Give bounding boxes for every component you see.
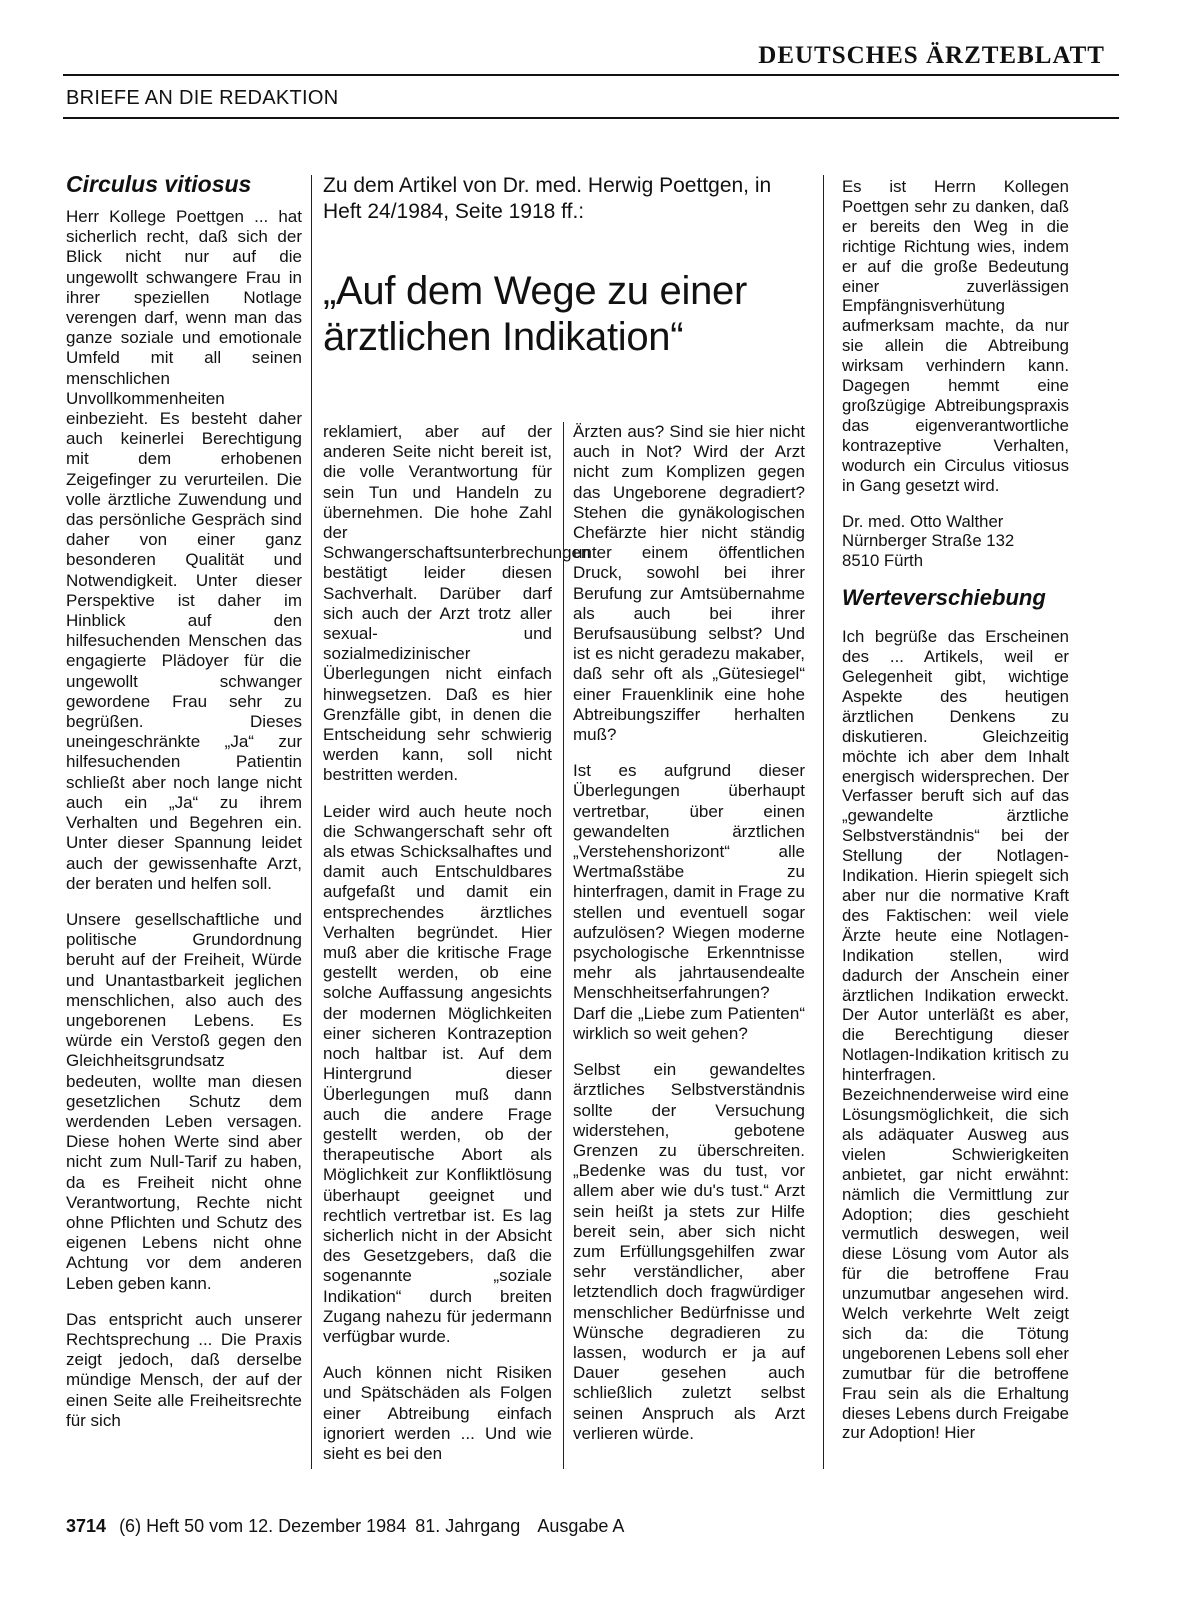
- paragraph: Ärzten aus? Sind sie hier nicht auch in Not? Wird der Arzt nicht zum Komplizen gegen das Ungeborene degradiert? Stehen die gynäkologischen Chefärzte hier nicht ständig unter einem öffentlichen Druck, sowohl bei ihrer Berufung zur Amtsübernahme als auch bei ihrer Berufsausübung selbst? Und ist es nicht geradezu makaber, daß sehr oft als „Gütesiegel“ einer Frauenklinik eine hohe Abtreibungsziffer herhalten muß?: [573, 422, 805, 745]
- paragraph: Das entspricht auch unserer Rechtsprechung ... Die Praxis zeigt jedoch, daß derselbe mündige Mensch, der auf der einen Seite alle Freiheitsrechte für sich: [66, 1309, 302, 1430]
- column-divider: [823, 175, 824, 1469]
- column-2: [323, 422, 591, 1464]
- masthead: DEUTSCHES ÄRZTEBLATT: [758, 42, 1105, 69]
- issue-info: (6) Heft 50 vom 12. Dezember 1984: [119, 1516, 407, 1536]
- edition-info: Ausgabe A: [537, 1516, 625, 1536]
- column-3: [573, 422, 805, 1444]
- paragraph: Leider wird auch heute noch die Schwangerschaft sehr oft als etwas Schicksalhaftes und damit auch Entschuldbares aufgefaßt und damit ein entsprechendes ärztliches Verhalten begründet. Hier muß aber die kritische Frage gestellt werden, ob eine solche Auffassung angesichts der modernen Möglichkeiten einer sicheren Kontrazeption noch haltbar ist. Auf dem Hintergrund dieser Überlegungen muß dann auch die andere Frage gestellt werden, ob der therapeutische Abort als Möglichkeit zur Konfliktlösung überhaupt geeignet und rechtlich vertretbar ist. Es lag sicherlich nicht in der Absicht des Gesetzgebers, daß die sogenannte „soziale Indikation“ durch breiten Zugang nahezu für jedermann verfügbar wurde.: [323, 801, 552, 1346]
- letter1-heading: Circulus vitiosus: [66, 171, 252, 197]
- article-reference: Zu dem Artikel von Dr. med. Herwig Poettgen, in Heft 24/1984, Seite 1918 ff.:: [323, 174, 772, 223]
- paragraph: Auch können nicht Risiken und Spätschäden als Folgen einer Abtreibung einfach ignoriert werden ... Und wie sieht es bei den: [323, 1363, 552, 1463]
- signature-city: 8510 Fürth: [842, 551, 924, 571]
- section-rule: [63, 117, 1119, 119]
- paragraph: Ist es aufgrund dieser Überlegungen überhaupt vertretbar, über einen gewandelten ärztlichen „Verstehenshorizont“ alle Wertmaßstäbe zu hinterfragen, damit in Frage zu stellen und eventuell sogar aufzulösen? Wiegen moderne psychologische Erkenntnisse mehr als jahrtausendealte Menschheitserfahrungen? Darf die „Liebe zum Patienten“ wirklich so weit gehen?: [573, 761, 805, 1043]
- signature-street: Nürnberger Straße 132: [842, 531, 1015, 551]
- letter2-heading: Werteverschiebung: [842, 585, 1046, 611]
- paragraph: Es ist Herrn Kollegen Poettgen sehr zu danken, daß er bereits den Weg in die richtige Richtung wies, indem er auf die große Bedeutung einer zuverlässigen Empfängnisverhütung aufmerksam machte, da nur sie allein die Abtreibung wirksam verhindern kann. Dagegen hemmt eine großzügige Abtreibungspraxis das eigenverantwortliche kontrazeptive Verhalten, wodurch ein Circulus vitiosus in Gang gesetzt wird.: [842, 177, 1069, 495]
- volume-info: 81. Jahrgang: [415, 1516, 521, 1536]
- column-1: [66, 207, 302, 1431]
- signature: [842, 512, 1069, 572]
- paragraph: Unsere gesellschaftliche und politische Grundordnung beruht auf der Freiheit, Würde und Unantastbarkeit jeglichen menschlichen, also auch des ungeborenen Lebens. Es würde ein Verstoß gegen den Gleichheitsgrundsatz bedeuten, wollte man diesen gesetzlichen Schutz dem werdenden Leben versagen. Diese hohen Werte sind aber nicht zum Null-Tarif zu haben, da es Freiheit nicht ohne Verantwortung, Rechte nicht ohne Pflichten und Schutz des eigenen Lebens nicht ohne Achtung vor dem anderen Leben geben kann.: [66, 909, 302, 1293]
- paragraph: Selbst ein gewandeltes ärztliches Selbstverständnis sollte der Versuchung widerstehen, gebotene Grenzen zu überschreiten. „Bedenke was du tust, vor allem aber wie du's tust.“ Arzt sein heißt ja stets zur Hilfe bereit sein, aber sich nicht zum Erfüllungsgehilfen zwar sehr verständlicher, aber letztendlich doch fragwürdiger menschlicher Bedürfnisse und Wünsche degradieren zu lassen, wodurch er ja auf Dauer gesehen auch schließlich zuletzt selbst seinen Anspruch als Arzt verlieren würde.: [573, 1060, 805, 1443]
- paragraph: Ich begrüße das Erscheinen des ... Artikels, weil er Gelegenheit gibt, wichtige Aspekte des heutigen ärztlichen Denkens zu diskutieren. Gleichzeitig möchte ich aber dem Inhalt energisch widersprechen. Der Verfasser beruft sich auf das „gewandelte ärztliche Selbstverständnis“ bei der Stellung der Notlagen-Indikation. Hierin spiegelt sich aber nur die normative Kraft des Faktischen: weil viele Ärzte heute eine Notlagen-Indikation stellen, wird dadurch der Anschein einer ärztlichen Indikation erweckt. Der Autor unterläßt es aber, die Berechtigung dieser Notlagen-Indikation kritisch zu hinterfragen. Bezeichnenderweise wird eine Lösungsmöglichkeit, die sich als adäquater Ausweg aus vielen Schwierigkeiten anbietet, gar nicht erwähnt: nämlich die Vermittlung zur Adoption; dies geschieht vermutlich deswegen, weil diese Lösung vom Autor als für die betroffene Frau unzumutbar angesehen wird. Welch verkehrte Welt zeigt sich da: die Tötung ungeborenen Lebens soll eher zumutbar für die betroffene Frau sein als die Erhaltung dieses Lebens durch Freigabe zur Adoption! Hier: [842, 627, 1069, 1443]
- page-footer: [66, 1516, 628, 1537]
- column-divider: [311, 175, 312, 1469]
- article-title: „Auf dem Wege zu einer ärztlichen Indikation“: [323, 269, 747, 359]
- column-4: [842, 177, 1069, 1443]
- section-title: BRIEFE AN DIE REDAKTION: [66, 87, 339, 109]
- masthead-rule: [63, 74, 1119, 76]
- paragraph: reklamiert, aber auf der anderen Seite nicht bereit ist, die volle Verantwortung für sein Tun und Handeln zu übernehmen. Die hohe Zahl der Schwangerschaftsunterbrechungen bestätigt leider diesen Sachverhalt. Darüber darf sich auch der Arzt trotz aller sexual- und sozialmedizinischer Überlegungen nicht einfach hinwegsetzen. Daß es hier Grenzfälle gibt, in denen die Entscheidung sehr schwierig werden kann, soll nicht bestritten werden.: [323, 422, 591, 785]
- column-divider: [563, 422, 564, 1469]
- signature-name: Dr. med. Otto Walther: [842, 511, 1004, 531]
- page-number: 3714: [66, 1516, 107, 1536]
- paragraph: Herr Kollege Poettgen ... hat sicherlich recht, daß sich der Blick nicht nur auf die ungewollt schwangere Frau in ihrer speziellen Notlage verengen darf, wenn man das ganze soziale und emotionale Umfeld mit all seinen menschlichen Unvollkommenheiten einbezieht. Es besteht daher auch keinerlei Berechtigung mit dem erhobenen Zeigefinger zu verurteilen. Die volle ärztliche Zuwendung und das persönliche Gespräch sind daher von einer ganz besonderen Qualität und Notwendigkeit. Unter dieser Perspektive ist daher im Hinblick auf den hilfesuchenden Menschen das engagierte Plädoyer für die ungewollt schwanger gewordene Frau sehr zu begrüßen. Dieses uneingeschränkte „Ja“ zur hilfesuchenden Patientin schließt aber noch lange nicht auch ein „Ja“ zu ihrem Verhalten und Begehren ein. Unter dieser Spannung leidet auch der gewissenhafte Arzt, der beraten und helfen soll.: [66, 207, 302, 893]
